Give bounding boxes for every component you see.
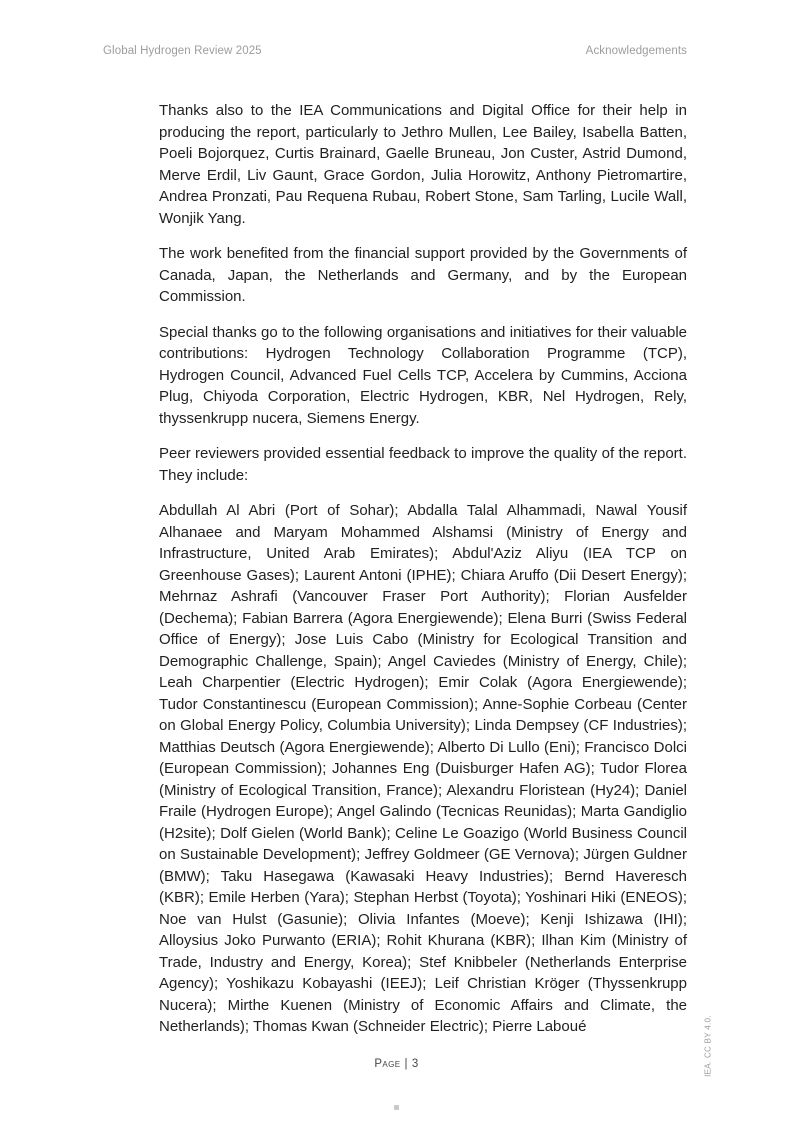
paragraph-communications-thanks: Thanks also to the IEA Communications and Digital Office for their help in producing the report, particularly to Jethro Mullen, Lee Bailey, Isabella Batten, Poeli Bojorquez, Curtis Brainard, Gaelle Bruneau, Jon Custer, Astrid Dumond, Merve Erdil, Liv Gaunt, Grace Gordon, Julia Horowitz, Anthony Pietromartire, Andrea Pronzati, Pau Requena Rubau, Robert Stone, Sam Tarling, Lucile Wall, Wonjik Yang.: [159, 102, 687, 227]
body-content: [159, 100, 687, 1038]
paragraph-peer-reviewers-list: Abdullah Al Abri (Port of Sohar); Abdalla Talal Alhammadi, Nawal Yousif Alhanaee and Maryam Mohammed Alshamsi (Ministry of Energy and Infrastructure, United Arab Emirates); Abdul'Aziz Aliyu (IEA TCP on Greenhouse Gases); Laurent Antoni (IPHE); Chiara Aruffo (Dii Desert Energy); Mehrnaz Ashrafi (Vancouver Fraser Port Authority); Florian Ausfelder (Dechema); Fabian Barrera (Agora Energiewende); Elena Burri (Swiss Federal Office of Energy); Jose Luis Cabo (Ministry for Ecological Transition and Demographic Challenge, Spain); Angel Caviedes (Ministry of Energy, Chile); Leah Charpentier (Electric Hydrogen); Emir Colak (Agora Energiewende); Tudor Constantinescu (European Commission); Anne-Sophie Corbeau (Center on Global Energy Policy, Columbia University); Linda Dempsey (CF Industries); Matthias Deutsch (Agora Energiewende); Alberto Di Lullo (Eni); Francisco Dolci (European Commission); Johannes Eng (Duisburger Hafen AG); Tudor Florea (Ministry of Ecological Transition, France); Alexandru Floristean (Hy24); Daniel Fraile (Hydrogen Europe); Angel Galindo (Tecnicas Reunidas); Marta Gandiglio (H2site); Dolf Gielen (World Bank); Celine Le Goazigo (World Business Council on Sustainable Development); Jeffrey Goldmeer (GE Vernova); Jürgen Guldner (BMW); Taku Hasegawa (Kawasaki Heavy Industries); Bernd Haveresch (KBR); Emile Herben (Yara); Stephan Herbst (Toyota); Yoshinari Hiki (ENEOS); Noe van Hulst (Gasunie); Olivia Infantes (Moeve); Kenji Ishizawa (IHI); Alloysius Joko Purwanto (ERIA); Rohit Khurana (KBR); Ilhan Kim (Ministry of Trade, Industry and Energy, Korea); Stef Knibbeler (Netherlands Enterprise Agency); Yoshikazu Kobayashi (IEEJ); Leif Christian Kröger (Thyssenkrupp Nucera); Mirthe Kuenen (Ministry of Economic Affairs and Climate, the Netherlands); Thomas Kwan (Schneider Electric); Pierre Laboué: [159, 502, 687, 1035]
iea-cc-by-attribution-label: IEA. CC BY 4.0.: [703, 1015, 713, 1077]
footer-separator: |: [404, 1058, 408, 1070]
header-report-title: Global Hydrogen Review 2025: [103, 45, 262, 57]
footer-page-number: 3: [411, 1058, 419, 1070]
paragraph-organisations-thanks: Special thanks go to the following organisations and initiatives for their valuable contributions: Hydrogen Technology Collaboration Programme (TCP), Hydrogen Council, Advanced Fuel Cells TCP, Accelera by Cummins, Acciona Plug, Chiyoda Corporation, Electric Hydrogen, KBR, Nel Hydrogen, Rely, thyssenkrupp nucera, Siemens Energy.: [159, 323, 687, 427]
page-header: [103, 45, 687, 57]
paragraph-financial-support: The work benefited from the financial support provided by the Governments of Canada, Japan, the Netherlands and Germany, and by the European Commission.: [159, 245, 687, 305]
header-section-title: Acknowledgements: [585, 45, 687, 57]
footer-page-label: Page: [374, 1058, 401, 1070]
page-footer: [0, 1058, 793, 1070]
paragraph-peer-reviewers-intro: Peer reviewers provided essential feedback to improve the quality of the report. They include:: [159, 445, 687, 484]
page-mark-dot: [394, 1105, 399, 1110]
